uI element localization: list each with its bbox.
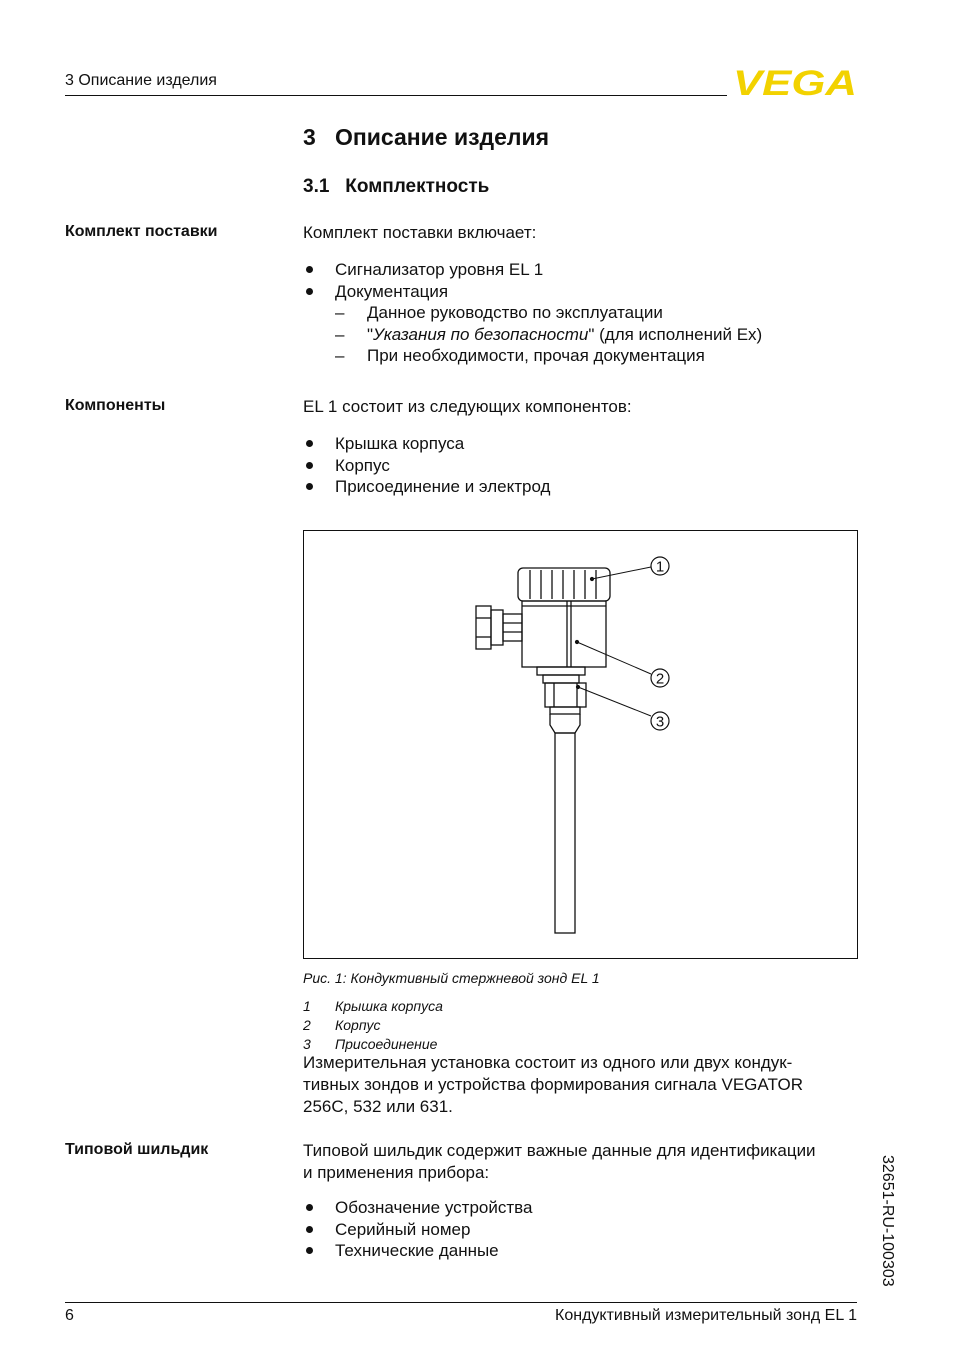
figure-frame [303,530,858,959]
list-item: Серийный номер [303,1219,532,1241]
list-item: Крышка корпуса [303,433,550,455]
running-header: 3 Описание изделия [65,72,217,89]
components-intro: EL 1 состоит из следующих компонентов: [303,397,632,416]
figure-legend [303,997,443,1054]
list-item: Присоединение и электрод [303,476,550,498]
vega-logo [733,66,858,98]
nameplate-list [303,1197,532,1262]
logo-text: VEGA [733,66,857,98]
list-item: Технические данные [303,1240,532,1262]
list-item: – "Указания по безопасности" (для исполнений Ex) [303,324,762,346]
probe-drawing [304,531,857,958]
legend-item: 1 Крышка корпуса [303,998,443,1014]
footer-rule [65,1302,857,1303]
list-item: – При необходимости, прочая документация [303,345,762,367]
figure-caption: Рис. 1: Кондуктивный стержневой зонд EL 1 [303,970,600,986]
delivery-list [303,259,762,367]
list-item: Обозначение устройства [303,1197,532,1219]
legend-item: 2 Корпус [303,1017,381,1033]
cable-gland-nut [476,606,491,649]
legend-item: 3 Присоединение [303,1036,438,1052]
electrode-rod [555,733,575,933]
page-number: 6 [65,1307,74,1324]
header-rule [65,95,727,96]
document-id: 32651-RU-100303 [879,1155,896,1287]
delivery-intro: Комплект поставки включает: [303,223,537,242]
callout-label: 3 [655,713,665,731]
callout-label: 2 [655,670,665,688]
chapter-heading: 3 Описание изделия [303,124,550,150]
housing [522,601,606,667]
side-label-delivery: Комплект поставки [65,223,218,240]
footer-title: Кондуктивный измерительный зонд EL 1 [555,1307,857,1324]
callout-label: 1 [655,558,665,576]
nameplate-intro: Типовой шильдик содержит важные данные для идентификации и применения прибора: [303,1141,816,1182]
list-item: – Данное руководство по эксплуатации [303,302,762,324]
list-item: Документация [303,281,762,303]
side-label-components: Компоненты [65,397,166,414]
measurement-paragraph: Измерительная установка состоит из одного или двух кондук- тивных зондов и устройства формирования сигнала VEGATOR 256C, 532 или 631. [303,1053,804,1116]
list-item: Корпус [303,455,550,477]
side-label-nameplate: Типовой шильдик [65,1141,209,1158]
components-list [303,433,550,498]
section-heading: 3.1 Комплектность [303,176,490,197]
list-item: Сигнализатор уровня EL 1 [303,259,762,281]
